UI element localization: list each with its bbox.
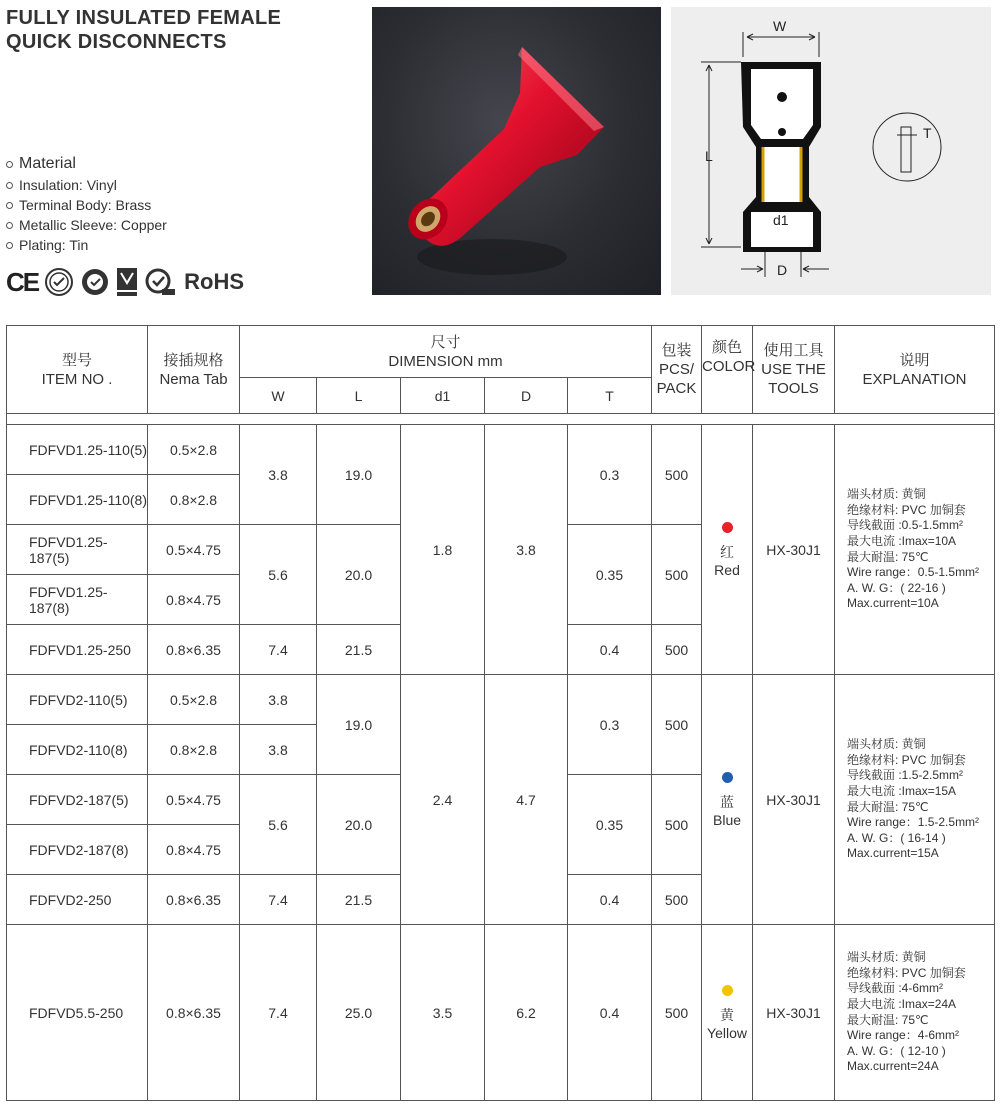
red-dot-icon bbox=[722, 522, 733, 533]
dim-w: 5.6 bbox=[240, 775, 317, 875]
material-heading: Material bbox=[6, 153, 167, 175]
rohs-mark-icon: RoHS bbox=[184, 269, 245, 294]
tool: HX-30J1 bbox=[753, 425, 835, 675]
explanation: 端头材质: 黄铜 绝缘材料: PVC 加铜套 导线截面 :0.5-1.5mm² 最大电流 :Imax=10A 最大耐温: 75℃ Wire range：0.5-1.5mm² A. W. G：( 22-16 ) Max.current=10A bbox=[835, 425, 995, 675]
item-number: FDFVD1.25-110(8) bbox=[7, 475, 148, 525]
dim-w: 3.8 bbox=[240, 425, 317, 525]
dim-d: 6.2 bbox=[485, 925, 568, 1101]
table-row bbox=[7, 425, 995, 475]
table-row bbox=[7, 675, 995, 725]
header-l: L bbox=[317, 378, 401, 414]
item-number: FDFVD1.25-187(8) bbox=[7, 575, 148, 625]
explanation: 端头材质: 黄铜 绝缘材料: PVC 加铜套 导线截面 :1.5-2.5mm² 最大电流 :Imax=15A 最大耐温: 75℃ Wire range：1.5-2.5mm² A. W. G：( 16-14 ) Max.current=15A bbox=[835, 675, 995, 925]
header-pack: 包装 PCS/ PACK bbox=[652, 326, 702, 414]
nema-tab: 0.8×6.35 bbox=[148, 925, 240, 1101]
blue-dot-icon bbox=[722, 772, 733, 783]
header-w: W bbox=[240, 378, 317, 414]
item-number: FDFVD2-187(5) bbox=[7, 775, 148, 825]
nema-tab: 0.5×4.75 bbox=[148, 775, 240, 825]
nema-tab: 0.8×2.8 bbox=[148, 725, 240, 775]
dim-l: 20.0 bbox=[317, 775, 401, 875]
certification-logos bbox=[6, 265, 250, 299]
dim-w: 7.4 bbox=[240, 925, 317, 1101]
nema-tab: 0.8×2.8 bbox=[148, 475, 240, 525]
page-title bbox=[6, 6, 281, 54]
bullet-icon bbox=[6, 161, 13, 168]
material-item: Plating: Tin bbox=[6, 235, 167, 255]
drawing-label-d: D bbox=[777, 262, 788, 278]
bullet-icon bbox=[6, 182, 13, 189]
dim-t: 0.3 bbox=[568, 675, 652, 775]
pack-qty: 500 bbox=[652, 525, 702, 625]
item-number: FDFVD1.25-250 bbox=[7, 625, 148, 675]
dim-t: 0.4 bbox=[568, 875, 652, 925]
item-number: FDFVD1.25-187(5) bbox=[7, 525, 148, 575]
material-item: Terminal Body: Brass bbox=[6, 195, 167, 215]
sgs-mark-icon bbox=[144, 267, 176, 297]
dim-l: 21.5 bbox=[317, 625, 401, 675]
dim-l: 25.0 bbox=[317, 925, 401, 1101]
explanation: 端头材质: 黄铜 绝缘材料: PVC 加铜套 导线截面 :4-6mm² 最大电流 :Imax=24A 最大耐温: 75℃ Wire range：4-6mm² A. W. G：( 12-10 ) Max.current=24A bbox=[835, 925, 995, 1101]
pack-qty: 500 bbox=[652, 425, 702, 525]
dim-d1: 3.5 bbox=[401, 925, 485, 1101]
technical-drawing bbox=[671, 7, 991, 295]
pack-qty: 500 bbox=[652, 925, 702, 1101]
dim-t: 0.35 bbox=[568, 775, 652, 875]
drawing-label-d1: d1 bbox=[773, 212, 789, 228]
dim-d1: 2.4 bbox=[401, 675, 485, 925]
pack-qty: 500 bbox=[652, 775, 702, 875]
product-photo bbox=[372, 7, 661, 295]
dim-w: 3.8 bbox=[240, 675, 317, 725]
item-number: FDFVD1.25-110(5) bbox=[7, 425, 148, 475]
spec-table bbox=[6, 325, 995, 1101]
dim-d: 4.7 bbox=[485, 675, 568, 925]
item-number: FDFVD2-110(8) bbox=[7, 725, 148, 775]
yellow-dot-icon bbox=[722, 985, 733, 996]
dim-w: 7.4 bbox=[240, 625, 317, 675]
item-number: FDFVD2-250 bbox=[7, 875, 148, 925]
header-d1: d1 bbox=[401, 378, 485, 414]
nema-tab: 0.5×4.75 bbox=[148, 525, 240, 575]
iso-mark-icon bbox=[80, 267, 110, 297]
nema-tab: 0.5×2.8 bbox=[148, 425, 240, 475]
dim-d: 3.8 bbox=[485, 425, 568, 675]
dim-w: 5.6 bbox=[240, 525, 317, 625]
pack-qty: 500 bbox=[652, 875, 702, 925]
nema-tab: 0.8×6.35 bbox=[148, 625, 240, 675]
ukas-mark-icon bbox=[116, 267, 138, 297]
header-t: T bbox=[568, 378, 652, 414]
color-cell: 黄 Yellow bbox=[702, 925, 753, 1101]
ce-mark-icon: CE bbox=[6, 266, 39, 297]
header-nema: 接插规格 Nema Tab bbox=[148, 326, 240, 414]
pack-qty: 500 bbox=[652, 675, 702, 775]
item-number: FDFVD2-110(5) bbox=[7, 675, 148, 725]
dim-l: 21.5 bbox=[317, 875, 401, 925]
material-item: Insulation: Vinyl bbox=[6, 175, 167, 195]
ccc-mark-icon bbox=[44, 267, 74, 297]
header-explanation: 说明 EXPLANATION bbox=[835, 326, 995, 414]
nema-tab: 0.5×2.8 bbox=[148, 675, 240, 725]
drawing-label-w: W bbox=[773, 18, 787, 34]
tool: HX-30J1 bbox=[753, 675, 835, 925]
drawing-label-l: L bbox=[705, 148, 713, 164]
dim-t: 0.3 bbox=[568, 425, 652, 525]
header-row bbox=[7, 326, 995, 378]
dim-t: 0.4 bbox=[568, 925, 652, 1101]
dim-l: 19.0 bbox=[317, 425, 401, 525]
table-row bbox=[7, 925, 995, 1101]
dim-l: 20.0 bbox=[317, 525, 401, 625]
header-color: 颜色 COLOR bbox=[702, 326, 753, 414]
dim-w: 7.4 bbox=[240, 875, 317, 925]
bullet-icon bbox=[6, 202, 13, 209]
dim-l: 19.0 bbox=[317, 675, 401, 775]
color-cell: 红 Red bbox=[702, 425, 753, 675]
tool: HX-30J1 bbox=[753, 925, 835, 1101]
color-cell: 蓝 Blue bbox=[702, 675, 753, 925]
dim-t: 0.4 bbox=[568, 625, 652, 675]
header-item: 型号 ITEM NO . bbox=[7, 326, 148, 414]
bullet-icon bbox=[6, 222, 13, 229]
item-number: FDFVD2-187(8) bbox=[7, 825, 148, 875]
material-list bbox=[6, 153, 167, 255]
drawing-label-t: T bbox=[923, 125, 932, 141]
bullet-icon bbox=[6, 242, 13, 249]
nema-tab: 0.8×4.75 bbox=[148, 825, 240, 875]
material-item: Metallic Sleeve: Copper bbox=[6, 215, 167, 235]
header-d: D bbox=[485, 378, 568, 414]
header-dimension: 尺寸 DIMENSION mm bbox=[240, 326, 652, 378]
pack-qty: 500 bbox=[652, 625, 702, 675]
nema-tab: 0.8×4.75 bbox=[148, 575, 240, 625]
item-number: FDFVD5.5-250 bbox=[7, 925, 148, 1101]
header-separator bbox=[7, 414, 995, 425]
header-tools: 使用工具 USE THE TOOLS bbox=[753, 326, 835, 414]
dim-w: 3.8 bbox=[240, 725, 317, 775]
dim-t: 0.35 bbox=[568, 525, 652, 625]
dim-d1: 1.8 bbox=[401, 425, 485, 675]
title-line-1: FULLY INSULATED FEMALE bbox=[6, 7, 282, 29]
title-line-2: QUICK DISCONNECTS bbox=[6, 31, 227, 53]
nema-tab: 0.8×6.35 bbox=[148, 875, 240, 925]
